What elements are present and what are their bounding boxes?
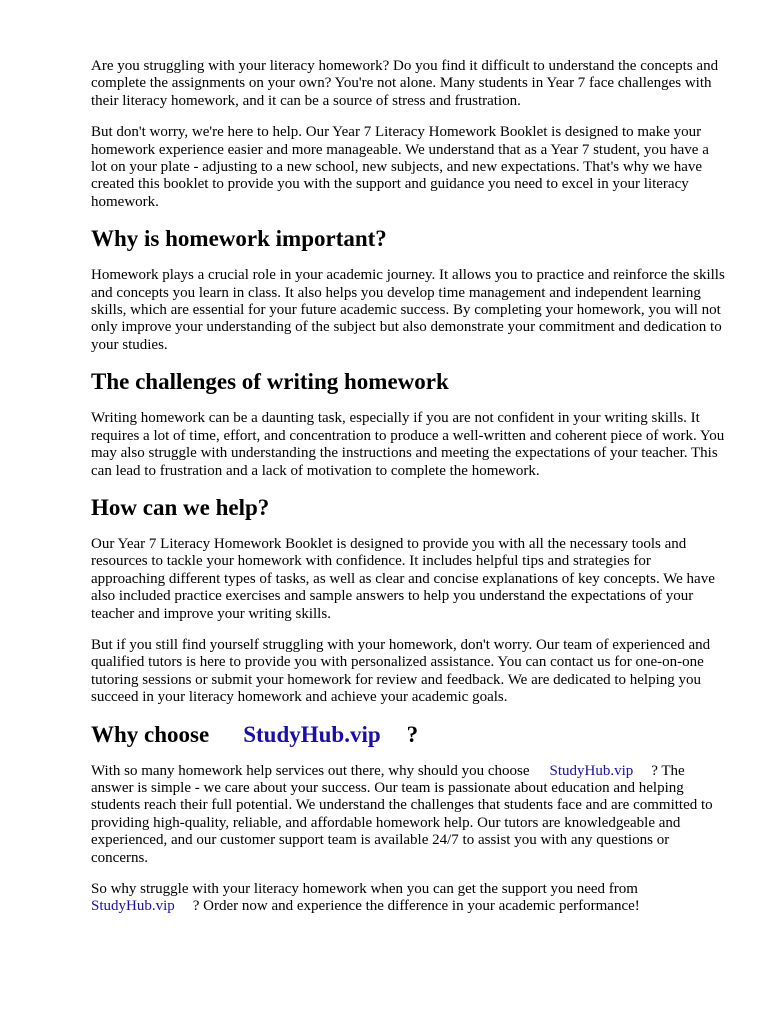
document-body [91,58,727,930]
heading-why-choose [91,721,727,749]
heading-why-homework-important: Why is homework important? [91,226,387,252]
studyhub-link-inline[interactable]: StudyHub.vip [549,762,634,779]
heading-why-choose-qmark: ? [406,721,419,747]
help-paragraph: Our Year 7 Literacy Homework Booklet is designed to provide you with all the necessary tools and resources to tackle your homework with confidence. It includes helpful tips and strategies for approaching different types of tasks, as well as clear and concise explanations of key concepts. We have also included practice exercises and sample answers to help you understand the expectations of your teacher and improve your writing skills. [91,535,715,622]
intro-paragraph: Are you struggling with your literacy homework? Do you find it difficult to understand the concepts and complete the assignments on your own? You're not alone. Many students in Year 7 face challenges with their literacy homework, and it can be a source of stress and frustration. [91,58,719,109]
heading-challenges: The challenges of writing homework [91,369,449,395]
booklet-paragraph: But don't worry, we're here to help. Our Year 7 Literacy Homework Booklet is designed to make your homework experience easier and more manageable. We understand that as a Year 7 student, you have a lot on your plate - adjusting to a new school, new subjects, and new expectations. That's why we have created this booklet to provide you with the support and guidance you need to excel in your literacy homework. [91,124,709,210]
challenges-paragraph: Writing homework can be a daunting task, especially if you are not confident in your writing skills. It requires a lot of time, effort, and concentration to produce a well-written and coherent piece of work. You may also struggle with understanding the instructions and meeting the expectations of your teacher. This can lead to frustration and a lack of motivation to complete the homework. [91,410,725,479]
closing-text-end: ? Order now and experience the difference in your academic performance! [192,898,640,915]
studyhub-link-closing[interactable]: StudyHub.vip [91,898,175,915]
why-choose-text-start: With so many homework help services out there, why should you choose [91,762,530,779]
tutors-paragraph: But if you still find yourself struggling with your homework, don't worry. Our team of experienced and qualified tutors is here to provide you with personalized assistance. You can contact us for one-on-one tutoring sessions or submit your homework for review and feedback. We are dedicated to helping you succeed in your literacy homework and achieve your academic goals. [91,636,711,706]
studyhub-link-heading[interactable]: StudyHub.vip [243,721,381,747]
closing-text-start: So why struggle with your literacy homework when you can get the support you need from [91,881,638,897]
why-choose-text-end: ? The answer is simple - we care about your success. Our team is passionate about education and helping students reach their full potential. We understand the challenges that students face and are committed to providing high-quality, reliable, and affordable homework help. Our tutors are knowledgeable and experienced, and our customer support team is available 24/7 to assist you with any questions or concerns. [91,762,713,866]
heading-how-can-we-help: How can we help? [91,494,270,520]
homework-importance-paragraph: Homework plays a crucial role in your academic journey. It allows you to practice and reinforce the skills and concepts you learn in class. It also helps you develop time management and independent learning skills, which are essential for your future academic success. By completing your homework, you will not only improve your understanding of the subject but also demonstrate your commitment and dedication to your studies. [91,267,725,353]
heading-why-choose-text: Why choose [91,721,210,747]
why-choose-paragraph [91,763,727,867]
closing-paragraph [91,881,727,916]
